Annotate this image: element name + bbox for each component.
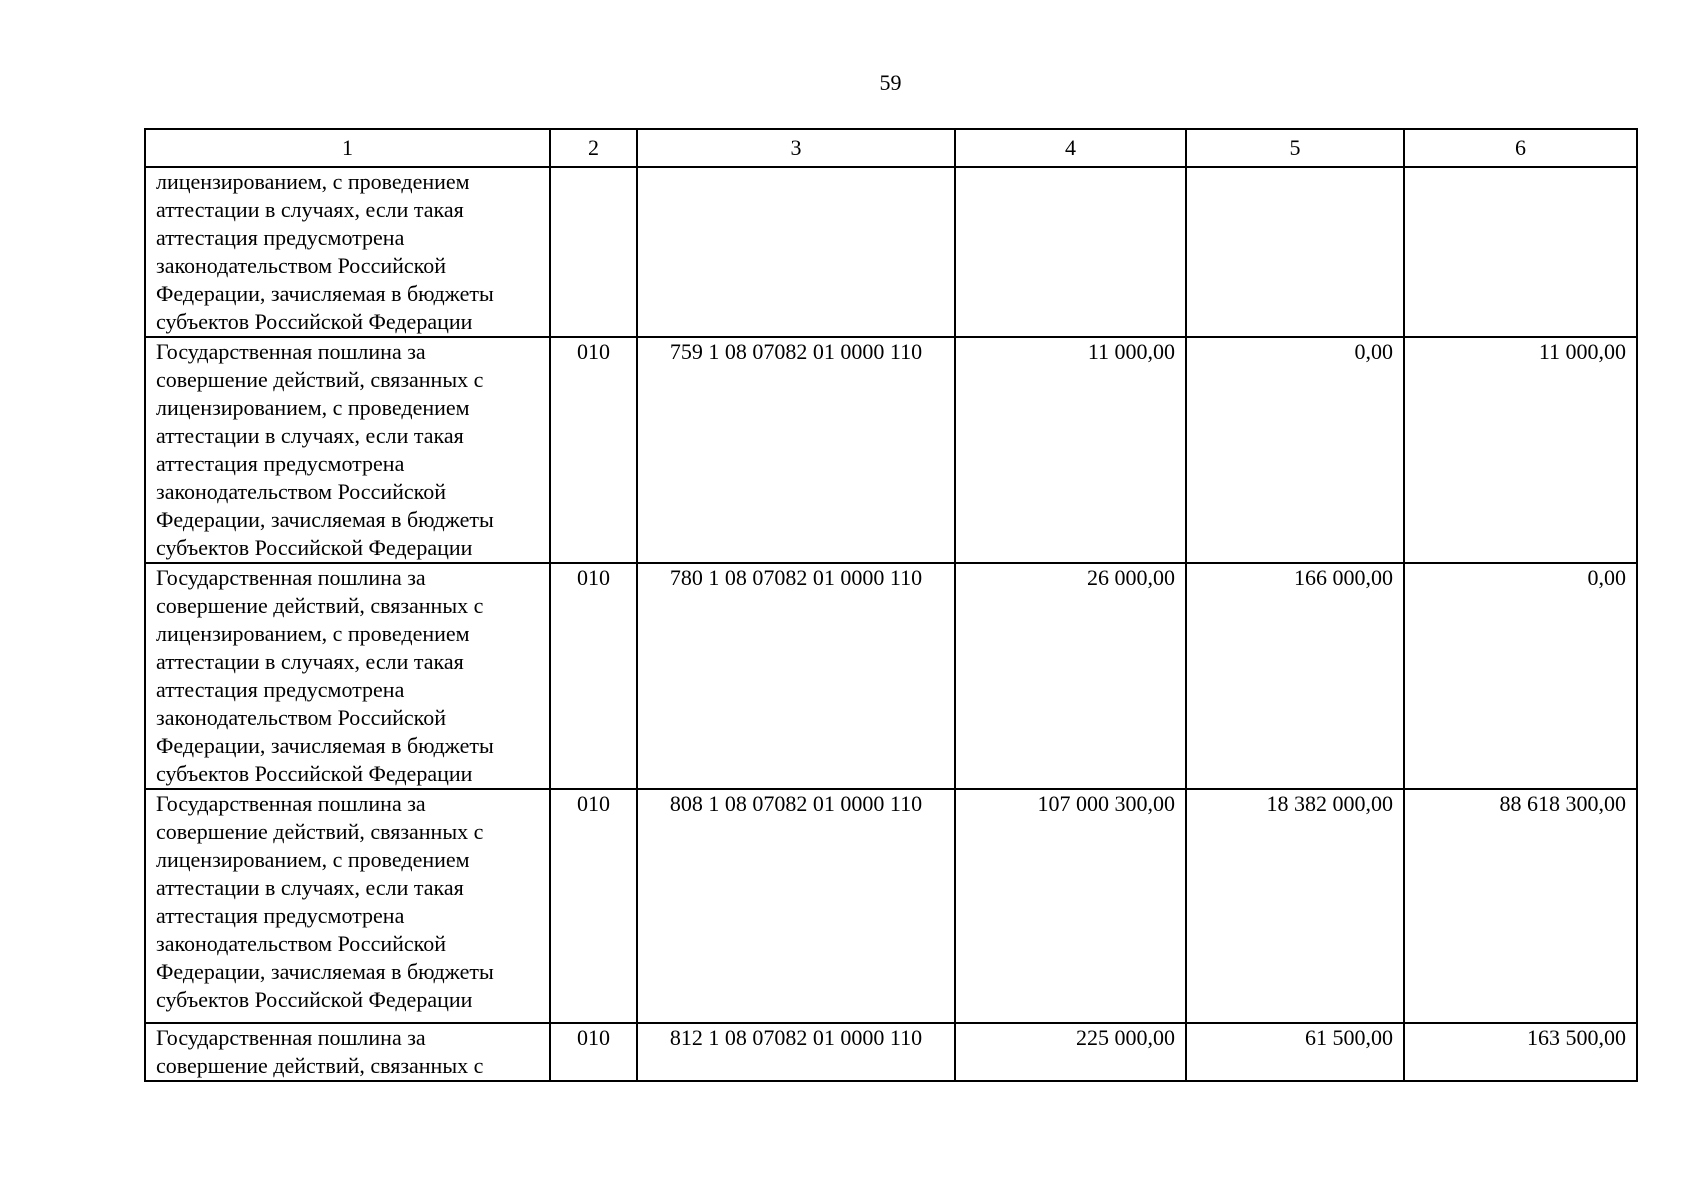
description-line: аттестация предусмотрена [156, 677, 405, 702]
income-code-cell: 808 1 08 07082 01 0000 110 [637, 789, 955, 1023]
value-cell-4: 107 000 300,00 [955, 789, 1186, 1023]
description-line: совершение действий, связанных с [156, 593, 484, 618]
description-line: субъектов Российской Федерации [156, 309, 473, 334]
column-header-5: 5 [1186, 129, 1404, 167]
description-line: Федерации, зачисляемая в бюджеты [156, 281, 494, 306]
value-cell-6: 88 618 300,00 [1404, 789, 1637, 1023]
description-line: законодательством Российской [156, 253, 446, 278]
revenue-table [144, 128, 1638, 1082]
description-line: законодательством Российской [156, 705, 446, 730]
description-line: аттестация предусмотрена [156, 225, 405, 250]
column-header-3: 3 [637, 129, 955, 167]
table-row [145, 789, 1637, 1023]
description-line: Государственная пошлина за [156, 339, 426, 364]
description-line: аттестации в случаях, если такая [156, 649, 464, 674]
income-code-cell: 812 1 08 07082 01 0000 110 [637, 1023, 955, 1081]
column-header-6: 6 [1404, 129, 1637, 167]
description-line: субъектов Российской Федерации [156, 535, 473, 560]
value-cell-4: 225 000,00 [955, 1023, 1186, 1081]
description-line: совершение действий, связанных с [156, 1053, 484, 1078]
line-code-cell: 010 [550, 337, 637, 563]
table-row [145, 1023, 1637, 1081]
line-code-cell: 010 [550, 563, 637, 789]
value-cell-5: 0,00 [1186, 337, 1404, 563]
line-code-cell [550, 167, 637, 337]
description-line: аттестации в случаях, если такая [156, 423, 464, 448]
column-header-2: 2 [550, 129, 637, 167]
description-line: Государственная пошлина за [156, 1025, 426, 1050]
value-cell-6: 163 500,00 [1404, 1023, 1637, 1081]
description-line: Государственная пошлина за [156, 791, 426, 816]
description-line: лицензированием, с проведением [156, 395, 470, 420]
value-cell-5 [1186, 167, 1404, 337]
value-cell-6 [1404, 167, 1637, 337]
page-number: 59 [879, 70, 902, 95]
column-header-4: 4 [955, 129, 1186, 167]
description-line: субъектов Российской Федерации [156, 987, 473, 1012]
table-row [145, 563, 1637, 789]
description-cell [145, 167, 550, 337]
value-cell-4: 26 000,00 [955, 563, 1186, 789]
table-row [145, 337, 1637, 563]
column-header-1: 1 [145, 129, 550, 167]
value-cell-6: 0,00 [1404, 563, 1637, 789]
value-cell-5: 18 382 000,00 [1186, 789, 1404, 1023]
description-line: аттестации в случаях, если такая [156, 875, 464, 900]
description-line: законодательством Российской [156, 479, 446, 504]
line-code-cell: 010 [550, 789, 637, 1023]
description-line: совершение действий, связанных с [156, 367, 484, 392]
value-cell-4 [955, 167, 1186, 337]
description-cell [145, 789, 550, 1023]
description-line: Федерации, зачисляемая в бюджеты [156, 733, 494, 758]
description-cell [145, 1023, 550, 1081]
description-line: лицензированием, с проведением [156, 847, 470, 872]
description-cell [145, 563, 550, 789]
description-line: Федерации, зачисляемая в бюджеты [156, 959, 494, 984]
table-row-continuation [145, 167, 1637, 337]
description-line: лицензированием, с проведением [156, 169, 470, 194]
line-code-cell: 010 [550, 1023, 637, 1081]
description-line: Федерации, зачисляемая в бюджеты [156, 507, 494, 532]
description-line: аттестации в случаях, если такая [156, 197, 464, 222]
description-line: аттестация предусмотрена [156, 903, 405, 928]
value-cell-5: 166 000,00 [1186, 563, 1404, 789]
income-code-cell: 780 1 08 07082 01 0000 110 [637, 563, 955, 789]
value-cell-5: 61 500,00 [1186, 1023, 1404, 1081]
column-number-header-row [145, 129, 1637, 167]
description-line: совершение действий, связанных с [156, 819, 484, 844]
income-code-cell: 759 1 08 07082 01 0000 110 [637, 337, 955, 563]
description-cell [145, 337, 550, 563]
description-line: лицензированием, с проведением [156, 621, 470, 646]
description-line: законодательством Российской [156, 931, 446, 956]
value-cell-6: 11 000,00 [1404, 337, 1637, 563]
income-code-cell [637, 167, 955, 337]
description-line: Государственная пошлина за [156, 565, 426, 590]
description-line: субъектов Российской Федерации [156, 761, 473, 786]
value-cell-4: 11 000,00 [955, 337, 1186, 563]
description-line: аттестация предусмотрена [156, 451, 405, 476]
